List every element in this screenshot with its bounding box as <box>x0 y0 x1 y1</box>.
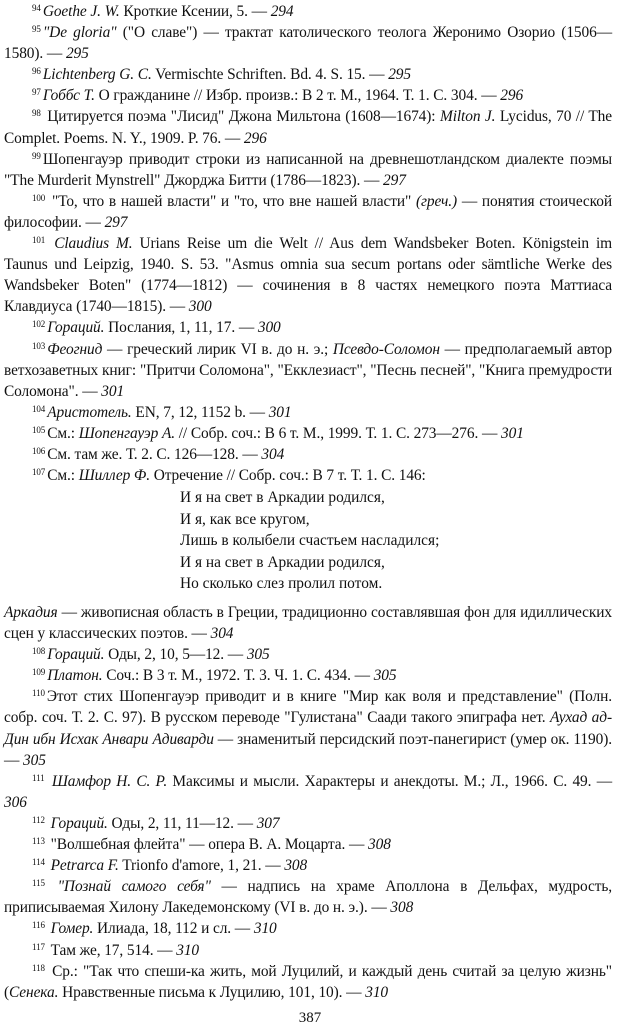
endnote-108 <box>4 644 612 665</box>
italic-text: 301 <box>501 424 524 442</box>
note-number: 100 <box>32 192 46 203</box>
poem-line: И я, как все кругом, <box>180 510 310 528</box>
note-text: См.: <box>47 424 79 442</box>
italic-text: 310 <box>253 920 277 938</box>
note-text: — надпись на храме Аполлона в Дельфах, мудрость, приписываемая Хилону Лакедемонскому (VI в. до н. э.). — <box>4 878 612 917</box>
endnote-112 <box>4 813 612 834</box>
endnote-106 <box>4 444 612 465</box>
endnote-100 <box>4 191 612 233</box>
italic-text: 300 <box>188 298 212 316</box>
note-number: 117 <box>32 941 45 952</box>
poem-line: Но сколько слез пролил потом. <box>180 575 383 593</box>
endnote-117 <box>4 940 612 961</box>
italic-text: 295 <box>65 45 89 63</box>
italic-text: 294 <box>270 3 294 20</box>
italic-text: Petrarca F. <box>46 857 119 875</box>
italic-text: 300 <box>257 319 281 337</box>
note-text: См.: <box>47 467 79 485</box>
endnote-107 <box>4 465 612 486</box>
endnote-111 <box>4 771 612 813</box>
note-number: 110 <box>32 688 45 699</box>
italic-text: 305 <box>23 751 46 769</box>
note-text: Этот стих Шопенгауэр приводит и в книге "Мир как воля и представление" (Полн. собр. соч. Т. 2. С. 97). В русском переводе "Гулистана" Саади такого эпиграфа нет. <box>4 688 612 727</box>
endnotes-bottom <box>4 602 612 1003</box>
note-number: 96 <box>32 66 41 77</box>
note-number: 97 <box>32 87 41 98</box>
note-text: Отречение // Собр. соч.: В 7 т. Т. 1. С. 146: <box>149 467 426 485</box>
italic-text: 308 <box>368 836 391 854</box>
italic-text: Сенека. <box>9 983 59 1001</box>
italic-text: Шиллер Ф. <box>78 467 150 485</box>
note-text: — понятия стоической философии. — <box>4 192 612 231</box>
note-text: Vermischte Schriften. Bd. 4. S. 15. — <box>151 66 389 84</box>
italic-text: 296 <box>243 129 267 147</box>
note-text: Послания, 1, 11, 17. — <box>104 319 258 337</box>
poem-quote <box>180 487 580 595</box>
note-text: ("О славе") — трактат католического теолога Жеронимо Озорио (1506—1580). — <box>4 24 612 63</box>
italic-text: Псевдо-Соломон <box>332 340 440 358</box>
italic-text: 306 <box>4 793 27 811</box>
italic-text: 310 <box>176 941 200 959</box>
endnote-114 <box>4 855 612 876</box>
note-text: Оды, 2, 10, 5—12. — <box>104 646 247 664</box>
italic-text: "Познай самого себя" <box>46 878 211 896</box>
italic-text: Milton J. <box>439 108 496 126</box>
note-text: EN, 7, 12, 1152 b. — <box>131 403 269 421</box>
endnote-94 <box>4 1 612 22</box>
endnote-115 <box>4 876 612 918</box>
note-number: 98 <box>32 108 41 119</box>
note-number: 99 <box>32 150 41 161</box>
note-number: 115 <box>32 878 45 889</box>
note-text: Илиада, 18, 112 и сл. — <box>93 920 254 938</box>
italic-text: Гомер. <box>46 920 94 938</box>
italic-text: "De gloria" <box>42 24 117 42</box>
endnotes-top <box>4 1 612 486</box>
endnote-105 <box>4 423 612 444</box>
italic-text: 310 <box>365 983 389 1001</box>
note-text: Соч.: В 3 т. М., 1972. Т. 3. Ч. 1. С. 434. — <box>102 667 374 685</box>
italic-text: Гораций. <box>47 319 105 337</box>
italic-text: 296 <box>500 87 524 105</box>
endnote-97 <box>4 85 612 106</box>
note-text: Urians Reise um die Welt // Aus dem Wandsbeker Boten. Königstein im Taunus und Leipzig, 1940. S. 53. "Asmus omnia sua secum portans oder sämtliche Werke des Wandsbeker Boten" (1774—1812) — сочинения в 8 частях немецкого поэта Маттиаса Клавдиуса (1740—1815). — <box>4 235 612 316</box>
note-number: 118 <box>32 962 45 973</box>
italic-text: Шопенгауэр А. <box>78 424 175 442</box>
note-text: Trionfo d'amore, 1, 21. — <box>118 857 285 875</box>
note-text: Цитируется поэма "Лисид" Джона Мильтона (1608—1674): <box>42 108 440 126</box>
poem-line: Лишь в колыбели счастьем насладился; <box>180 532 440 550</box>
italic-text: Аристотель. <box>47 403 132 421</box>
note-text: — предполагаемый автор ветхозаветных книг: "Притчи Соломона", "Екклезиаст", "Песнь песней", "Книга премудрости Соломона". — <box>4 340 613 400</box>
poem-line: И я на свет в Аркадии родился, <box>180 553 385 571</box>
note-text: "То, что в нашей власти" и "то, что вне нашей власти" <box>47 192 416 210</box>
note-text: О гражданине // Избр. произв.: В 2 т. М., 1964. Т. 1. С. 304. — <box>94 87 501 105</box>
note-text: Кроткие Ксении, 5. — <box>119 3 271 20</box>
italic-text: Шамфор Н. С. Р. <box>46 772 168 790</box>
page-number: 387 <box>298 1010 322 1026</box>
note-text: Максимы и мысли. Характеры и анекдоты. М.; Л., 1966. С. 49. — <box>167 772 612 790</box>
endnote-103 <box>4 339 612 402</box>
note-number: 108 <box>32 646 46 657</box>
note-number: 107 <box>32 467 46 478</box>
note-number: 104 <box>32 403 46 414</box>
note-number: 111 <box>32 772 45 783</box>
note-number: 109 <box>32 667 46 678</box>
note-text: — знаменитый персидский поэт-панегирист (умер ок. 1190). — <box>4 730 612 769</box>
endnote-98 <box>4 106 612 148</box>
note-text: Lycidus, 70 // The Complet. Poems. N. Y., 1909. P. 76. — <box>4 108 612 147</box>
note-text: "Волшебная флейта" — опера В. А. Моцарта. — <box>46 836 369 854</box>
italic-text: Claudius M. <box>47 235 133 253</box>
italic-text: 304 <box>210 625 234 643</box>
note-number: 112 <box>32 814 45 825</box>
italic-text: 301 <box>268 403 292 421</box>
italic-text: Гораций. <box>47 646 105 664</box>
endnote-101 <box>4 233 612 317</box>
endnote-104 <box>4 402 612 423</box>
endnote-95 <box>4 22 612 64</box>
endnote-110 <box>4 686 612 770</box>
endnotes-bottom-list <box>4 644 612 1003</box>
note-number: 101 <box>32 235 46 246</box>
note-number: 94 <box>32 3 41 13</box>
italic-text: 305 <box>246 646 270 664</box>
note-number: 103 <box>32 340 46 351</box>
endnote-118 <box>4 961 612 1003</box>
italic-text: Аухад ад-Дин ибн Исхак Анвари Адиварди <box>4 709 612 748</box>
note-text: См. там же. Т. 2. С. 126—128. — <box>47 445 262 463</box>
endnote-113 <box>4 834 612 855</box>
note-text: Шопенгауэр приводит строки из написанной на древнешотландском диалекте поэмы "The Murderit Mynstrell" Джорджа Битти (1786—1823). — <box>4 150 612 189</box>
italic-text: Goethe J. W. <box>42 3 120 20</box>
note-text: Нравственные письма к Луцилию, 101, 10). — <box>58 983 366 1001</box>
endnote-96 <box>4 64 612 85</box>
italic-text: 297 <box>383 171 406 189</box>
note-number: 105 <box>32 424 46 435</box>
italic-text: 307 <box>256 814 280 832</box>
note-number: 102 <box>32 319 46 330</box>
note-text: Там же, 17, 514. — <box>46 941 177 959</box>
note-text: Ср.: "Так что спеши-ка жить, мой Луцилий, и каждый день считай за целую жизнь" ( <box>4 962 612 1001</box>
note-number: 114 <box>32 857 45 868</box>
italic-text: Феогнид <box>47 340 103 358</box>
note-number: 106 <box>32 445 46 456</box>
italic-text: 308 <box>390 899 414 917</box>
endnote-102 <box>4 317 612 338</box>
italic-text: 304 <box>261 445 285 463</box>
note-number: 113 <box>32 836 45 847</box>
note-text: // Собр. соч.: В 6 т. М., 1999. Т. 1. С. 273—276. — <box>175 424 501 442</box>
note-number: 95 <box>32 24 41 35</box>
italic-text: Гораций. <box>46 814 108 832</box>
italic-text: 295 <box>388 66 411 84</box>
italic-text: (греч.) <box>415 192 458 210</box>
italic-text: Платон. <box>47 667 103 685</box>
italic-text: Аркадия <box>4 604 58 621</box>
note-text: Оды, 2, 11, 11—12. — <box>107 814 257 832</box>
italic-text: Гоббс Т. <box>42 87 95 105</box>
italic-text: 308 <box>284 857 308 875</box>
note-text: — греческий лирик VI в. до н. э.; <box>102 340 333 358</box>
italic-text: 301 <box>101 382 125 400</box>
endnote-99 <box>4 149 612 191</box>
italic-text: 305 <box>373 667 397 685</box>
note-text: — живописная область в Греции, традиционно составлявшая фон для идиллических сцен у классических поэтов. — <box>4 604 612 643</box>
italic-text: 297 <box>104 213 128 231</box>
note-number: 116 <box>32 920 45 931</box>
arcadia-note <box>4 602 612 644</box>
poem-line: И я на свет в Аркадии родился, <box>180 489 385 506</box>
endnote-109 <box>4 665 612 686</box>
italic-text: Lichtenberg G. C. <box>42 66 152 84</box>
endnote-116 <box>4 918 612 939</box>
